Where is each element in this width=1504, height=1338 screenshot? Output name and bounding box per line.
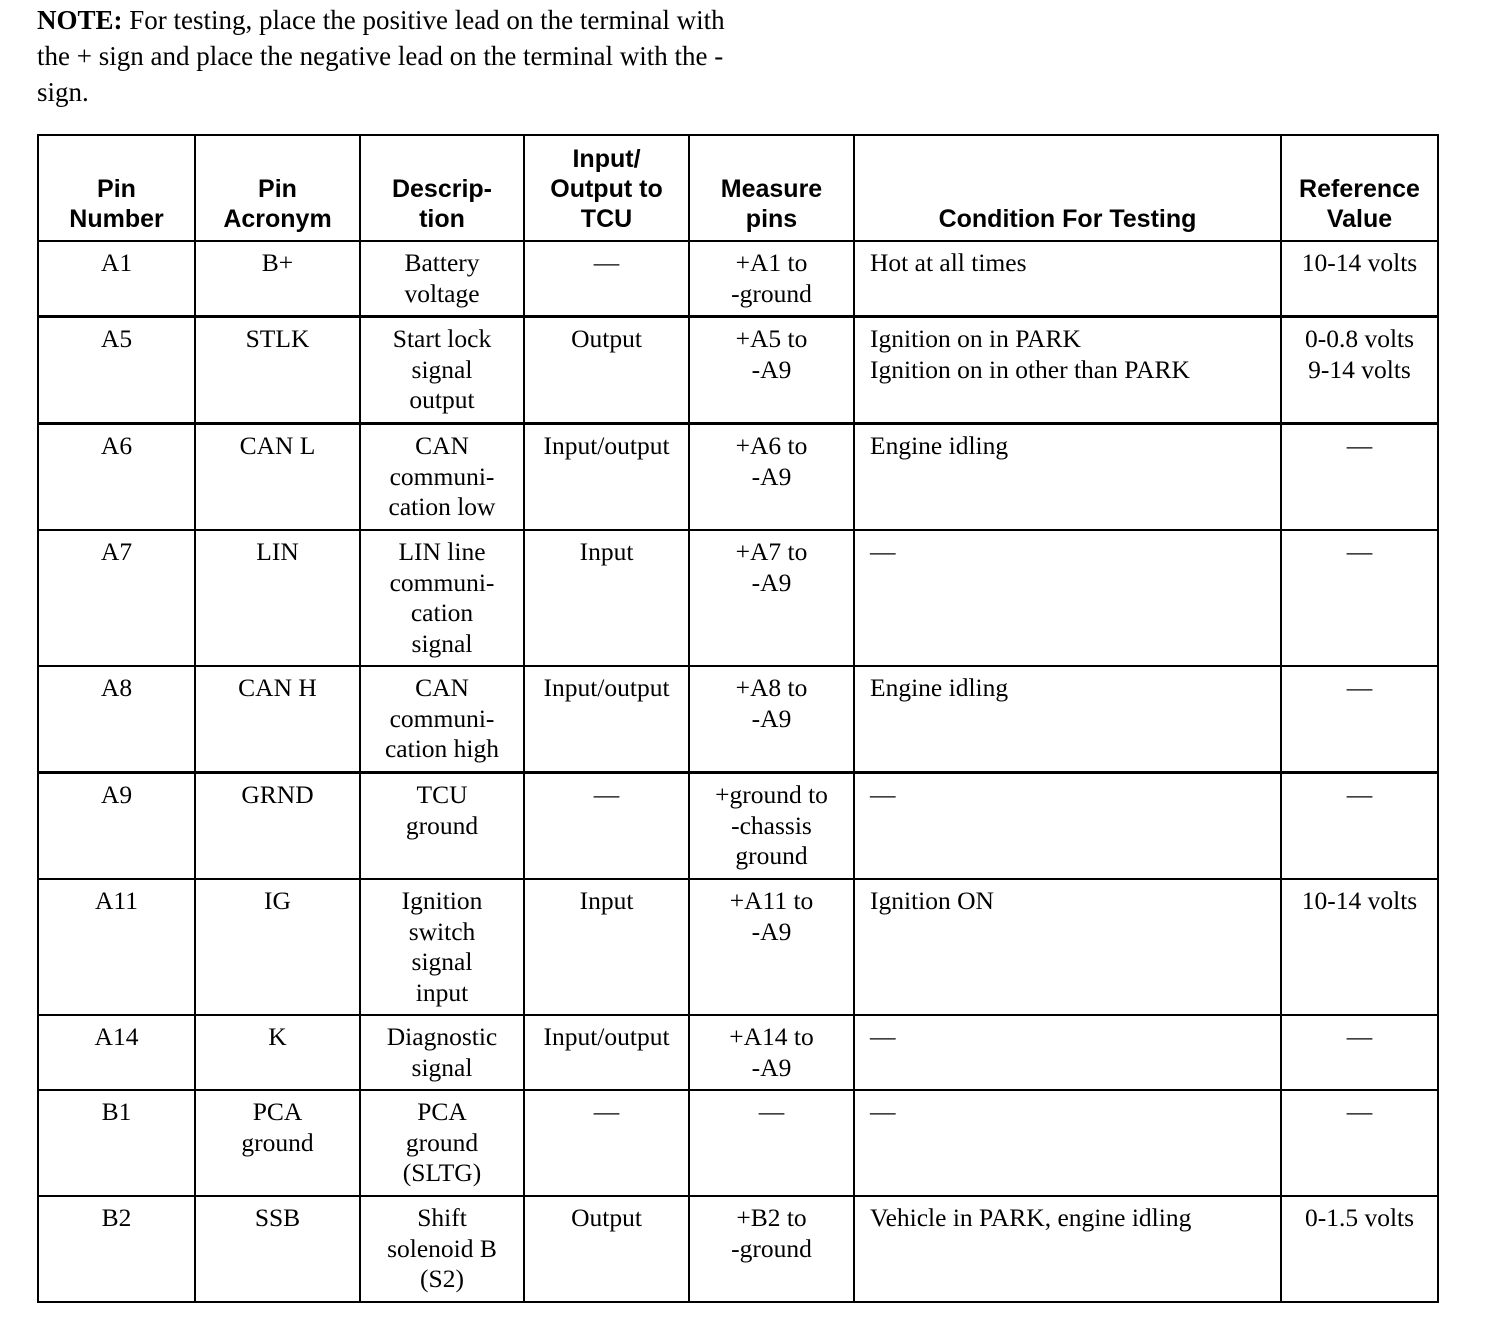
measure-cell: +ground to -chassis ground	[689, 773, 854, 880]
measure-cell: +A8 to -A9	[689, 666, 854, 773]
pin-number-cell: A7	[38, 530, 195, 666]
pin-acronym-cell: PCA ground	[195, 1090, 360, 1196]
pin-acronym-cell: IG	[195, 879, 360, 1015]
reference-cell: —	[1281, 1090, 1438, 1196]
reference-cell: 0-1.5 volts	[1281, 1196, 1438, 1302]
measure-cell: +A7 to -A9	[689, 530, 854, 666]
measure-cell: +A1 to -ground	[689, 241, 854, 317]
io-cell: —	[524, 241, 689, 317]
measure-cell: —	[689, 1090, 854, 1196]
pin-number-cell: A11	[38, 879, 195, 1015]
description-cell: PCA ground (SLTG)	[360, 1090, 524, 1196]
measure-cell: +A6 to -A9	[689, 424, 854, 531]
reference-cell: —	[1281, 773, 1438, 880]
description-cell: TCU ground	[360, 773, 524, 880]
pin-number-cell: A14	[38, 1015, 195, 1090]
header-measure-pins: Measure pins	[689, 135, 854, 241]
measure-cell: +A5 to -A9	[689, 317, 854, 424]
description-cell: Start lock signal output	[360, 317, 524, 424]
description-cell: CAN communi- cation low	[360, 424, 524, 531]
header-description: Descrip- tion	[360, 135, 524, 241]
reference-cell: —	[1281, 1015, 1438, 1090]
description-cell: CAN communi- cation high	[360, 666, 524, 773]
io-cell: Output	[524, 317, 689, 424]
table-row	[38, 1015, 1438, 1090]
io-cell: —	[524, 1090, 689, 1196]
table-row	[38, 241, 1438, 317]
table-row	[38, 1090, 1438, 1196]
table-row	[38, 317, 1438, 424]
header-input-output: Input/ Output to TCU	[524, 135, 689, 241]
header-reference-value: Reference Value	[1281, 135, 1438, 241]
condition-cell: Engine idling	[854, 424, 1281, 531]
description-cell: Shift solenoid B (S2)	[360, 1196, 524, 1302]
header-pin-number: Pin Number	[38, 135, 195, 241]
io-cell: Input	[524, 879, 689, 1015]
condition-cell: Engine idling	[854, 666, 1281, 773]
io-cell: Input/output	[524, 666, 689, 773]
table-row	[38, 879, 1438, 1015]
pin-acronym-cell: LIN	[195, 530, 360, 666]
pin-acronym-cell: B+	[195, 241, 360, 317]
reference-cell: 0-0.8 volts 9-14 volts	[1281, 317, 1438, 424]
header-condition: Condition For Testing	[854, 135, 1281, 241]
reference-cell: —	[1281, 530, 1438, 666]
pin-number-cell: A1	[38, 241, 195, 317]
reference-cell: —	[1281, 666, 1438, 773]
condition-cell: Ignition on in PARK Ignition on in other than PARK	[854, 317, 1281, 424]
pin-acronym-cell: STLK	[195, 317, 360, 424]
description-cell: Battery voltage	[360, 241, 524, 317]
note-text: For testing, place the positive lead on the terminal with the + sign and place the negative lead on the terminal with the - sign.	[37, 5, 725, 107]
pin-number-cell: A6	[38, 424, 195, 531]
pin-number-cell: B2	[38, 1196, 195, 1302]
io-cell: —	[524, 773, 689, 880]
io-cell: Input/output	[524, 424, 689, 531]
condition-cell: —	[854, 773, 1281, 880]
pin-acronym-cell: CAN H	[195, 666, 360, 773]
note-label: NOTE:	[37, 5, 123, 35]
description-cell: Diagnostic signal	[360, 1015, 524, 1090]
header-row	[38, 135, 1438, 241]
reference-cell: 10-14 volts	[1281, 879, 1438, 1015]
measure-cell: +A11 to -A9	[689, 879, 854, 1015]
condition-cell: —	[854, 1015, 1281, 1090]
pin-acronym-cell: SSB	[195, 1196, 360, 1302]
pin-number-cell: A9	[38, 773, 195, 880]
io-cell: Output	[524, 1196, 689, 1302]
reference-cell: 10-14 volts	[1281, 241, 1438, 317]
header-pin-acronym: Pin Acronym	[195, 135, 360, 241]
measure-cell: +B2 to -ground	[689, 1196, 854, 1302]
io-cell: Input	[524, 530, 689, 666]
table-row	[38, 773, 1438, 880]
condition-cell: —	[854, 1090, 1281, 1196]
condition-cell: Ignition ON	[854, 879, 1281, 1015]
pin-acronym-cell: K	[195, 1015, 360, 1090]
table-row	[38, 1196, 1438, 1302]
table-row	[38, 530, 1438, 666]
description-cell: LIN line communi- cation signal	[360, 530, 524, 666]
pin-test-table	[37, 134, 1439, 1303]
table-row	[38, 424, 1438, 531]
reference-cell: —	[1281, 424, 1438, 531]
note-paragraph	[37, 2, 737, 110]
condition-cell: —	[854, 530, 1281, 666]
pin-number-cell: A5	[38, 317, 195, 424]
pin-acronym-cell: CAN L	[195, 424, 360, 531]
condition-cell: Hot at all times	[854, 241, 1281, 317]
pin-number-cell: A8	[38, 666, 195, 773]
io-cell: Input/output	[524, 1015, 689, 1090]
condition-cell: Vehicle in PARK, engine idling	[854, 1196, 1281, 1302]
description-cell: Ignition switch signal input	[360, 879, 524, 1015]
measure-cell: +A14 to -A9	[689, 1015, 854, 1090]
pin-number-cell: B1	[38, 1090, 195, 1196]
pin-acronym-cell: GRND	[195, 773, 360, 880]
table-row	[38, 666, 1438, 773]
